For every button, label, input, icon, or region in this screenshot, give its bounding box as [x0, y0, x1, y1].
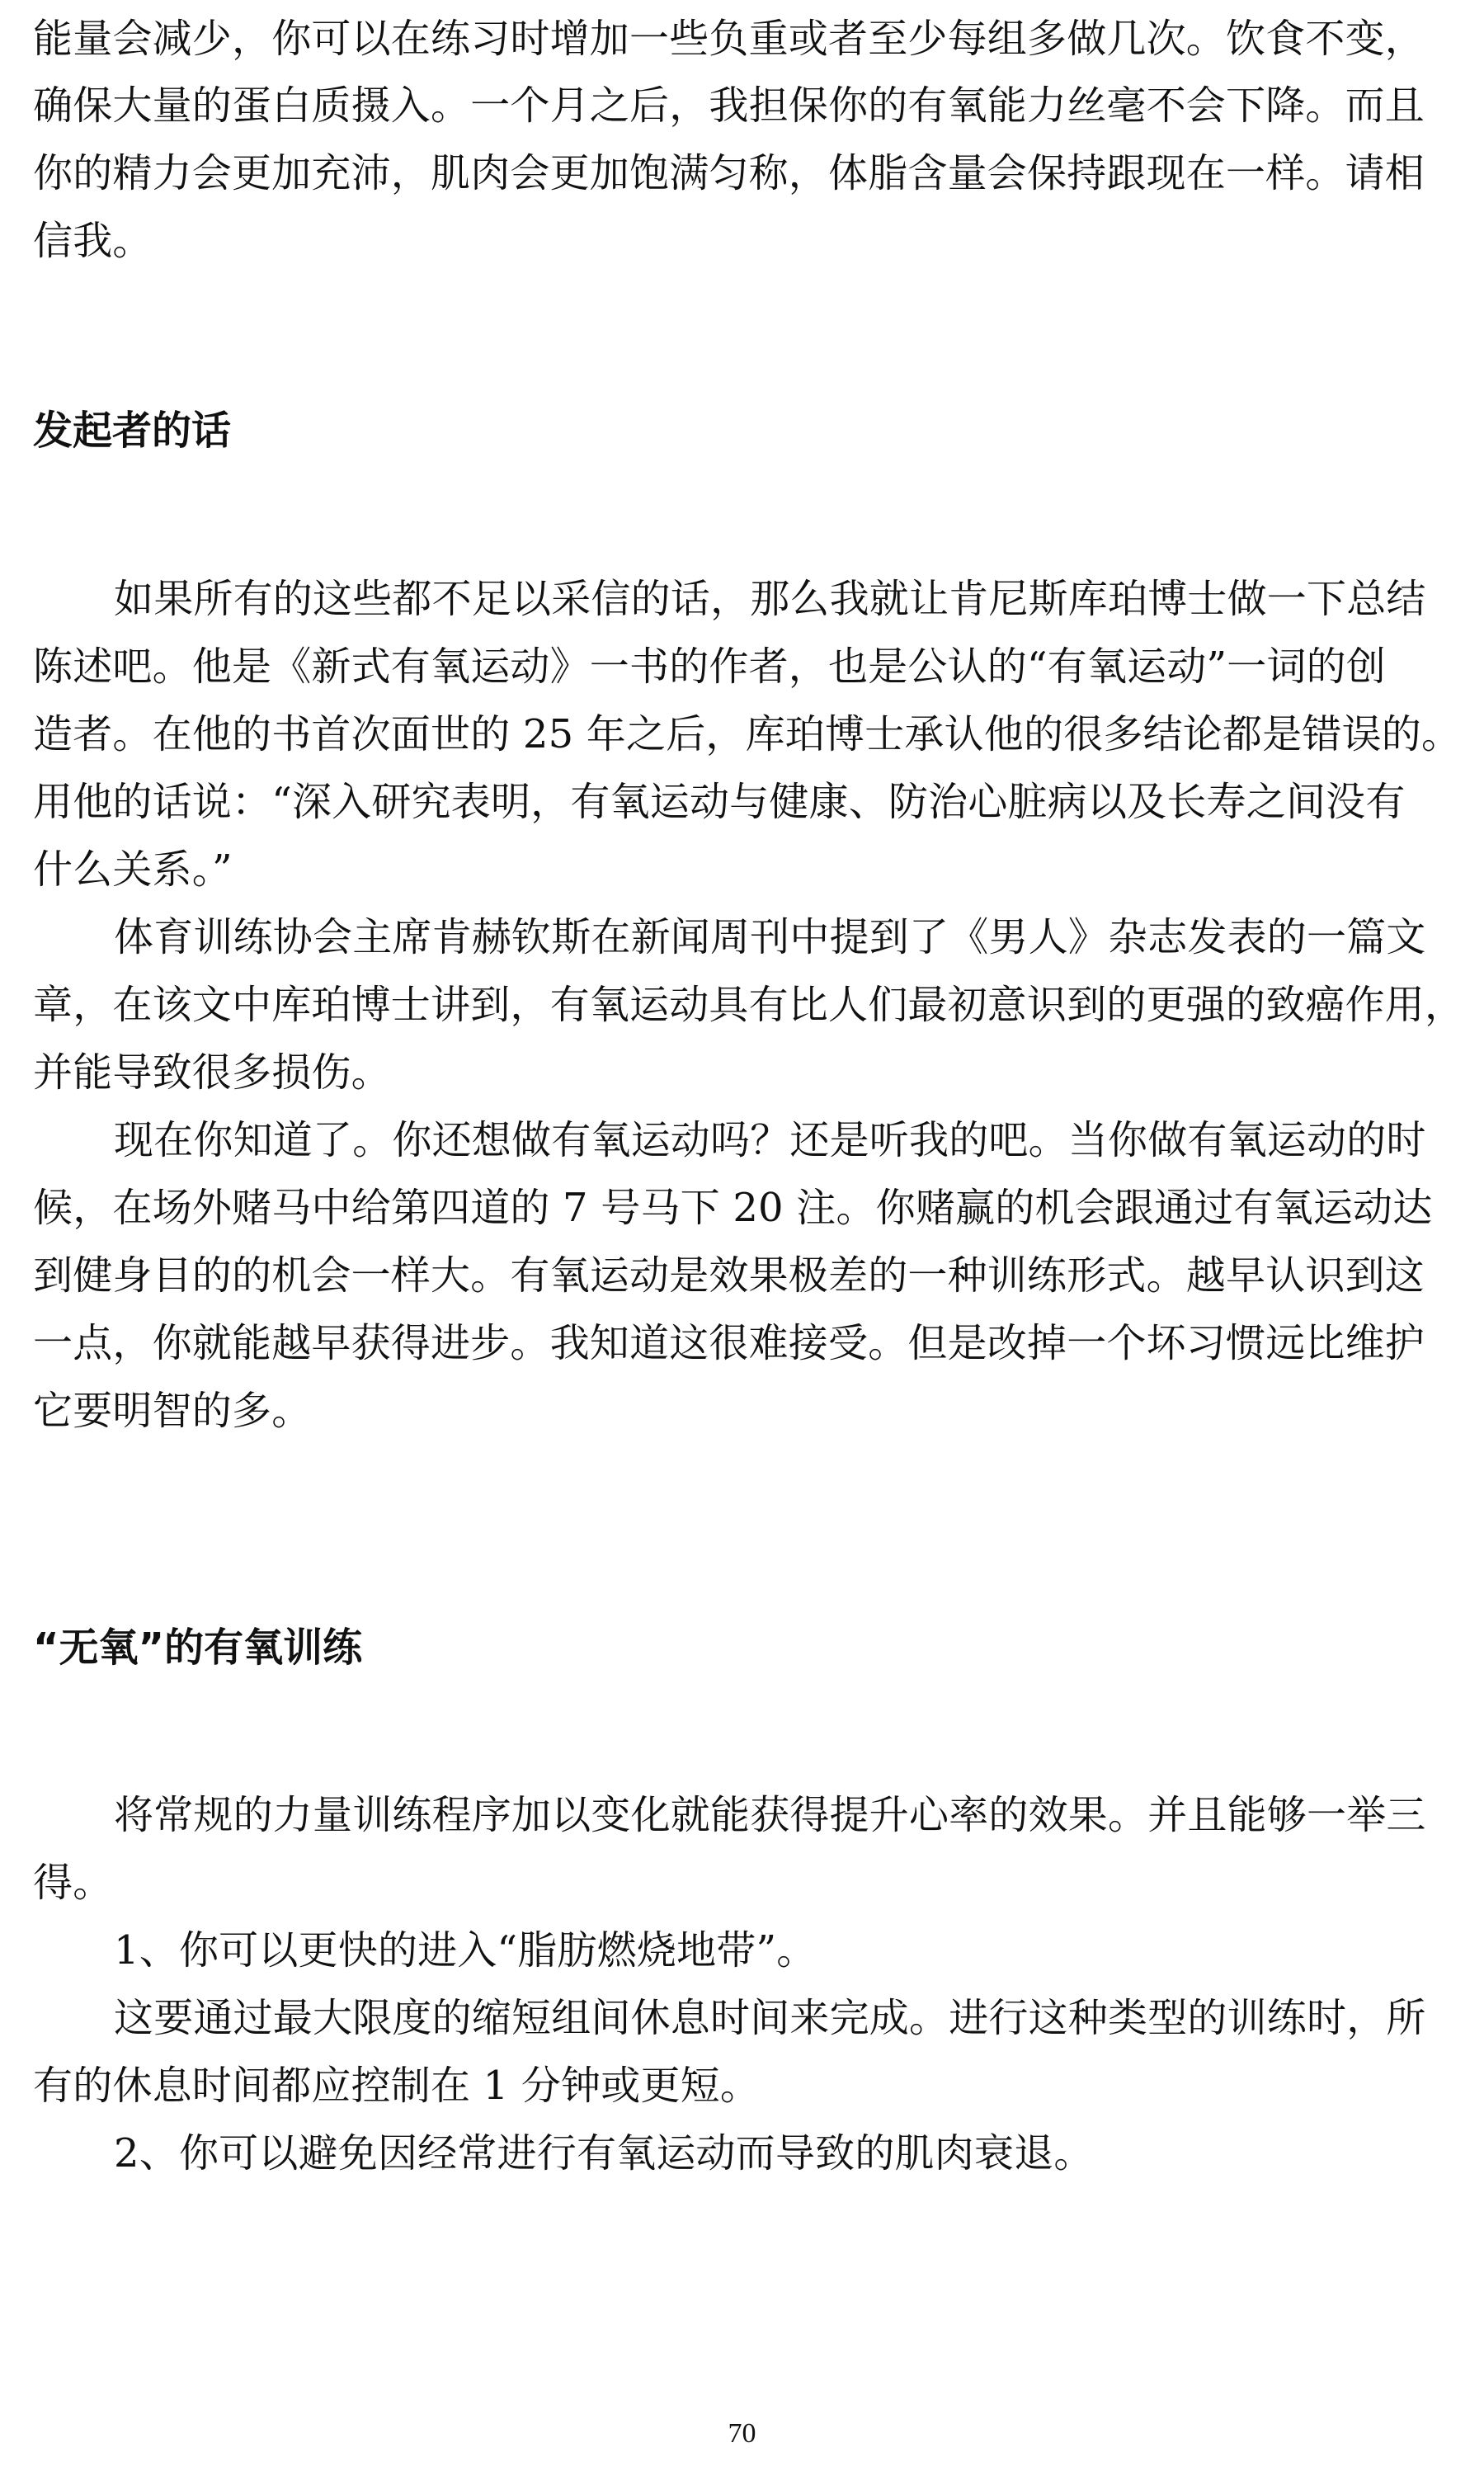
paragraph-line: 一点，你就能越早获得进步。我知道这很难接受。但是改掉一个坏习惯远比维护 [33, 1320, 1425, 1366]
paragraph-line: 将常规的力量训练程序加以变化就能获得提升心率的效果。并且能够一举三 [114, 1792, 1426, 1838]
paragraph-line: 体育训练协会主席肯赫钦斯在新闻周刊中提到了《男人》杂志发表的一篇文 [114, 914, 1426, 960]
paragraph-line: 用他的话说：“深入研究表明，有氧运动与健康、防治心脏病以及长寿之间没有 [33, 779, 1406, 825]
paragraph-line: 候，在场外赌马中给第四道的 7 号马下 20 注。你赌赢的机会跟通过有氧运动达 [33, 1185, 1433, 1231]
paragraph-line: 章，在该文中库珀博士讲到，有氧运动具有比人们最初意识到的更强的致癌作用， [33, 982, 1465, 1028]
paragraph-line: 你的精力会更加充沛，肌肉会更加饱满匀称，体脂含量会保持跟现在一样。请相 [33, 150, 1425, 196]
paragraph-line: 得。 [33, 1860, 113, 1906]
page-number: 70 [728, 2418, 756, 2449]
list-item-2: 2、你可以避免因经常进行有氧运动而导致的肌肉衰退。 [114, 2130, 1094, 2176]
paragraph-line: 陈述吧。他是《新式有氧运动》一书的作者，也是公认的“有氧运动”一词的创 [33, 644, 1387, 690]
paragraph-line: 有的休息时间都应控制在 1 分钟或更短。 [33, 2063, 761, 2109]
paragraph-line: 信我。 [33, 218, 153, 264]
paragraph-line: 到健身目的的机会一样大。有氧运动是效果极差的一种训练形式。越早认识到这 [33, 1252, 1425, 1299]
paragraph-line: 这要通过最大限度的缩短组间休息时间来完成。进行这种类型的训练时，所 [114, 1995, 1426, 2041]
paragraph-line: 造者。在他的书首次面世的 25 年之后，库珀博士承认他的很多结论都是错误的。 [33, 711, 1462, 757]
paragraph-line: 确保大量的蛋白质摄入。一个月之后，我担保你的有氧能力丝毫不会下降。而且 [33, 83, 1425, 129]
paragraph-line: 什么关系。” [33, 846, 233, 893]
paragraph-line: 能量会减少，你可以在练习时增加一些负重或者至少每组多做几次。饮食不变， [33, 16, 1425, 62]
paragraph-line: 如果所有的这些都不足以采信的话，那么我就让肯尼斯库珀博士做一下总结 [114, 576, 1426, 622]
paragraph-line: 它要明智的多。 [33, 1388, 312, 1434]
list-item-1: 1、你可以更快的进入“脂肪燃烧地带”。 [114, 1927, 817, 1973]
paragraph-line: 并能导致很多损伤。 [33, 1049, 391, 1096]
paragraph-line: 现在你知道了。你还想做有氧运动吗？还是听我的吧。当你做有氧运动的时 [114, 1117, 1426, 1163]
section-heading: 发起者的话 [33, 408, 232, 454]
section-heading: “无氧”的有氧训练 [33, 1625, 363, 1671]
